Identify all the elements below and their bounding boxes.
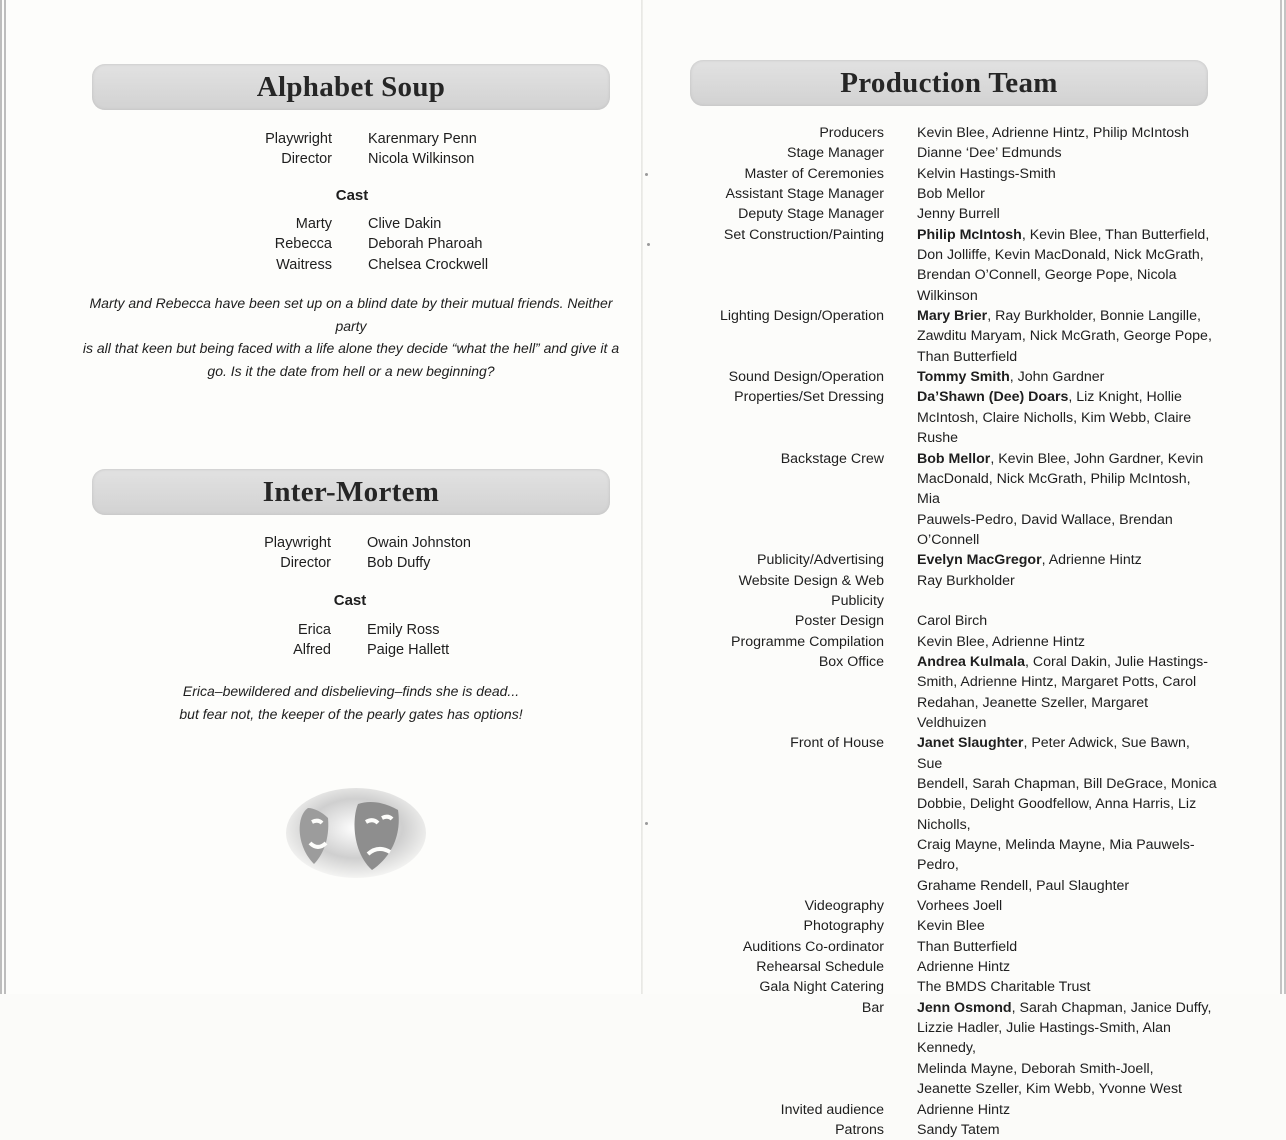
- production-names: [917, 571, 1217, 612]
- production-names: [917, 347, 1217, 367]
- production-role: Photography: [803, 918, 884, 935]
- credit-role: Director: [281, 151, 332, 168]
- production-names: [917, 245, 1217, 265]
- production-credit-row: [692, 387, 1217, 407]
- production-role: Videography: [804, 898, 884, 915]
- production-role: [692, 672, 884, 692]
- crew-names: Sandy Tatem: [917, 1121, 1000, 1138]
- crew-names: McIntosh, Claire Nicholls, Kim Webb, Claire Rushe: [917, 409, 1192, 447]
- production-names: [917, 896, 1217, 916]
- production-team-title: Production Team: [840, 66, 1058, 99]
- cast-actor: Emily Ross: [367, 622, 440, 638]
- production-names: [917, 632, 1217, 652]
- production-credit-row: [692, 408, 1217, 449]
- production-credit-row: [692, 652, 1217, 672]
- production-names: [917, 652, 1217, 672]
- production-names: [917, 876, 1217, 896]
- cast-row: [166, 640, 449, 660]
- department-head-name: Mary Brier: [917, 308, 988, 325]
- credit-role: Playwright: [264, 535, 331, 551]
- production-names: [917, 774, 1217, 794]
- left-page: [0, 0, 643, 994]
- credit-name: Karenmary Penn: [368, 131, 477, 147]
- crew-names: Kevin Blee: [917, 918, 985, 935]
- production-names: [917, 1100, 1217, 1120]
- cast-actor: Paige Hallett: [367, 642, 450, 659]
- inter-mortem-cast: [166, 620, 449, 661]
- credit-name: Owain Johnston: [367, 535, 471, 551]
- production-names: [917, 326, 1217, 346]
- crew-names: Kevin Blee, Adrienne Hintz, Philip McIntosh: [917, 125, 1190, 141]
- scan-speck: [647, 243, 650, 246]
- production-role: [692, 693, 884, 734]
- production-credit-row: [692, 306, 1217, 326]
- alphabet-soup-credits: [166, 129, 477, 170]
- inter-mortem-cast-heading: Cast: [333, 592, 367, 609]
- alphabet-soup-header: [92, 64, 610, 110]
- cast-row: [166, 620, 449, 640]
- crew-names: Ray Burkholder: [917, 572, 1015, 589]
- production-role: Bar: [861, 999, 884, 1016]
- production-role: Properties/Set Dressing: [734, 389, 884, 406]
- production-credit-row: [692, 896, 1217, 916]
- production-role: Publicity/Advertising: [757, 552, 884, 569]
- production-credit-row: [692, 611, 1217, 631]
- production-credit-row: [692, 672, 1217, 692]
- production-credit-row: [692, 1100, 1217, 1120]
- crew-names: Vorhees Joell: [917, 898, 1003, 915]
- cast-actor: Clive Dakin: [368, 216, 442, 232]
- synopsis-line: Marty and Rebecca have been set up on a blind date by their mutual friends. Neither party: [89, 295, 613, 334]
- production-credit-row: [692, 143, 1217, 163]
- production-role: [692, 774, 884, 794]
- production-credit-row: [692, 367, 1217, 387]
- production-role: Deputy Stage Manager: [738, 206, 884, 223]
- production-role: Programme Compilation: [731, 633, 884, 650]
- crew-names: Pauwels-Pedro, David Wallace, Brendan O’Connell: [917, 511, 1173, 548]
- production-credit-row: [692, 693, 1217, 734]
- production-names: [917, 469, 1217, 510]
- crew-names: Zawditu Maryam, Nick McGrath, George Pope,: [917, 328, 1212, 345]
- production-names: [917, 937, 1217, 957]
- production-credit-row: [692, 347, 1217, 367]
- production-role: Gala Night Catering: [759, 979, 884, 996]
- production-role: [692, 1018, 884, 1059]
- crew-names: Jenny Burrell: [917, 206, 1000, 223]
- cast-actor: Chelsea Crockwell: [368, 256, 489, 273]
- production-names: [917, 957, 1217, 977]
- production-credit-row: [692, 184, 1217, 204]
- production-credit-row: [692, 957, 1217, 977]
- credit-row: [166, 149, 477, 169]
- alphabet-soup-title: Alphabet Soup: [256, 70, 446, 103]
- crew-names: , Adrienne Hintz: [1041, 552, 1142, 569]
- theatre-masks-icon: [286, 788, 426, 878]
- production-role: Invited audience: [780, 1101, 884, 1118]
- production-names: [917, 184, 1217, 204]
- cast-row: [166, 255, 488, 275]
- production-names: [917, 449, 1217, 469]
- production-credit-row: [692, 1018, 1217, 1059]
- production-role: Box Office: [818, 653, 884, 670]
- cast-character: Erica: [297, 622, 331, 638]
- production-role: [692, 408, 884, 449]
- crew-names: , Kevin Blee, John Gardner, Kevin: [990, 450, 1204, 467]
- production-role: Front of House: [790, 735, 884, 752]
- department-head-name: Philip McIntosh: [917, 226, 1022, 243]
- alphabet-soup-synopsis: [76, 292, 626, 382]
- scan-speck: [645, 173, 648, 176]
- production-names: [917, 977, 1217, 997]
- production-credit-row: [692, 1059, 1217, 1079]
- production-names: [917, 611, 1217, 631]
- production-role: Stage Manager: [786, 145, 884, 162]
- synopsis-line: but fear not, the keeper of the pearly gates has options!: [179, 705, 523, 722]
- department-head-name: Da’Shawn (Dee) Doars: [917, 389, 1069, 406]
- production-credit-row: [692, 326, 1217, 346]
- crew-names: Adrienne Hintz: [917, 1101, 1011, 1118]
- crew-names: Grahame Rendell, Paul Slaughter: [917, 877, 1130, 894]
- production-names: [917, 1120, 1217, 1140]
- credit-name: Nicola Wilkinson: [368, 151, 475, 168]
- production-role: Sound Design/Operation: [728, 369, 884, 386]
- production-role: Backstage Crew: [780, 450, 884, 467]
- cast-row: [166, 214, 488, 234]
- production-names: [917, 835, 1217, 876]
- crew-names: , Ray Burkholder, Bonnie Langille,: [987, 308, 1201, 325]
- crew-names: Melinda Mayne, Deborah Smith-Joell,: [917, 1060, 1154, 1077]
- production-role: [692, 510, 884, 551]
- cast-character: Waitress: [276, 256, 332, 273]
- production-credit-row: [692, 245, 1217, 265]
- production-credit-row: [692, 204, 1217, 224]
- crew-names: , Sarah Chapman, Janice Duffy,: [1011, 999, 1212, 1016]
- production-credit-row: [692, 835, 1217, 876]
- credit-row: [166, 129, 477, 149]
- production-credit-row: [692, 977, 1217, 997]
- cast-character: Rebecca: [274, 236, 332, 253]
- production-role: Patrons: [835, 1121, 884, 1138]
- crew-names: Redahan, Jeanette Szeller, Margaret Veldhuizen: [917, 694, 1149, 731]
- production-credit-row: [692, 469, 1217, 510]
- production-credit-row: [692, 265, 1217, 306]
- production-names: [917, 204, 1217, 224]
- inter-mortem-synopsis: [126, 680, 576, 725]
- production-credit-row: [692, 510, 1217, 551]
- production-credit-row: [692, 733, 1217, 774]
- production-names: [917, 143, 1217, 163]
- inter-mortem-title: Inter-Mortem: [262, 475, 440, 508]
- credit-row: [166, 533, 471, 553]
- production-names: [917, 794, 1217, 835]
- production-names: [917, 510, 1217, 551]
- production-role: [692, 265, 884, 306]
- production-names: [917, 693, 1217, 734]
- crew-names: Adrienne Hintz: [917, 959, 1011, 976]
- production-names: [917, 672, 1217, 692]
- production-credit-row: [692, 876, 1217, 896]
- production-names: [917, 387, 1217, 407]
- production-names: [917, 733, 1217, 774]
- production-role: Set Construction/Painting: [723, 226, 884, 243]
- alphabet-soup-cast-heading: Cast: [335, 187, 369, 204]
- department-head-name: Janet Slaughter: [917, 735, 1024, 752]
- production-role: Rehearsal Schedule: [756, 959, 884, 976]
- production-role: Poster Design: [794, 613, 884, 630]
- credit-role: Playwright: [265, 131, 332, 147]
- crew-names: Craig Mayne, Melinda Mayne, Mia Pauwels-Pedro,: [917, 837, 1195, 874]
- crew-names: Than Butterfield: [917, 348, 1018, 365]
- production-role: Assistant Stage Manager: [725, 186, 884, 203]
- production-role: Lighting Design/Operation: [719, 308, 884, 325]
- production-names: [917, 164, 1217, 184]
- production-credit-row: [692, 571, 1217, 612]
- synopsis-line: Erica–bewildered and disbelieving–finds she is dead...: [182, 683, 520, 699]
- production-role: Producers: [819, 125, 884, 141]
- alphabet-soup-cast: [166, 214, 488, 275]
- crew-names: MacDonald, Nick McGrath, Philip McIntosh, Mia: [917, 470, 1191, 508]
- production-names: [917, 225, 1217, 245]
- credit-role: Director: [280, 555, 331, 572]
- production-credit-row: [692, 937, 1217, 957]
- crew-names: Dianne ‘Dee’ Edmunds: [917, 145, 1062, 162]
- crew-names: Bendell, Sarah Chapman, Bill DeGrace, Monica: [917, 776, 1217, 792]
- production-role: [692, 347, 884, 367]
- production-role: [692, 835, 884, 876]
- production-names: [917, 1059, 1217, 1079]
- production-credit-row: [692, 164, 1217, 184]
- crew-names: , Peter Adwick, Sue Bawn, Sue: [917, 735, 1190, 772]
- cast-actor: Deborah Pharoah: [368, 236, 483, 253]
- crew-names: Brendan O’Connell, George Pope, Nicola Wilkinson: [917, 267, 1177, 304]
- inter-mortem-header: [92, 469, 610, 515]
- inter-mortem-credits: [166, 533, 471, 574]
- production-credit-row: [692, 225, 1217, 245]
- department-head-name: Bob Mellor: [917, 450, 991, 467]
- crew-names: Than Butterfield: [917, 938, 1018, 955]
- scan-speck: [645, 822, 648, 825]
- production-credit-row: [692, 794, 1217, 835]
- crew-names: Kevin Blee, Adrienne Hintz: [917, 633, 1085, 650]
- credit-row: [166, 553, 471, 573]
- crew-names: Lizzie Hadler, Julie Hastings-Smith, Alan Kennedy,: [917, 1020, 1171, 1057]
- crew-names: Bob Mellor: [917, 186, 985, 203]
- production-team-credits: [692, 123, 1217, 1140]
- production-credit-row: [692, 632, 1217, 652]
- crew-names: Jeanette Szeller, Kim Webb, Yvonne West: [917, 1081, 1182, 1098]
- cast-character: Marty: [295, 216, 332, 232]
- production-credit-row: [692, 449, 1217, 469]
- crew-names: Carol Birch: [917, 613, 988, 630]
- production-role: [692, 1079, 884, 1099]
- department-head-name: Tommy Smith: [917, 369, 1010, 386]
- production-names: [917, 408, 1217, 449]
- production-credit-row: [692, 1120, 1217, 1140]
- cast-character: Alfred: [293, 642, 331, 659]
- production-credit-row: [692, 774, 1217, 794]
- production-names: [917, 1079, 1217, 1099]
- crew-names: Dobbie, Delight Goodfellow, Anna Harris, Liz Nicholls,: [917, 796, 1197, 833]
- production-names: [917, 916, 1217, 936]
- production-credit-row: [692, 916, 1217, 936]
- production-names: [917, 367, 1217, 387]
- production-names: [917, 123, 1217, 143]
- production-names: [917, 1018, 1217, 1059]
- production-role: [692, 794, 884, 835]
- crew-names: , John Gardner: [1009, 369, 1105, 386]
- production-role: [692, 326, 884, 346]
- department-head-name: Jenn Osmond: [917, 999, 1012, 1016]
- department-head-name: Evelyn MacGregor: [917, 552, 1042, 569]
- crew-names: Kelvin Hastings-Smith: [917, 165, 1056, 182]
- production-names: [917, 550, 1217, 570]
- production-role: Website Design & Web Publicity: [738, 572, 884, 609]
- production-role: [692, 1059, 884, 1079]
- production-role: Master of Ceremonies: [744, 165, 884, 182]
- production-names: [917, 306, 1217, 326]
- production-role: [692, 245, 884, 265]
- production-names: [917, 998, 1217, 1018]
- production-credit-row: [692, 550, 1217, 570]
- production-team-header: [690, 60, 1208, 106]
- crew-names: , Liz Knight, Hollie: [1068, 389, 1182, 406]
- crew-names: , Coral Dakin, Julie Hastings-: [1025, 653, 1208, 670]
- synopsis-line: is all that keen but being faced with a life alone they decide “what the hell” and give it a: [82, 340, 620, 356]
- production-credit-row: [692, 1079, 1217, 1099]
- production-names: [917, 265, 1217, 306]
- crew-names: , Kevin Blee, Than Butterfield,: [1021, 226, 1210, 243]
- crew-names: Don Jolliffe, Kevin MacDonald, Nick McGrath,: [917, 247, 1204, 264]
- production-credit-row: [692, 998, 1217, 1018]
- department-head-name: Andrea Kulmala: [917, 653, 1026, 670]
- production-role: [692, 469, 884, 510]
- synopsis-line: go. Is it the date from hell or a new beginning?: [207, 362, 495, 379]
- credit-name: Bob Duffy: [367, 555, 431, 572]
- production-role: Auditions Co-ordinator: [742, 938, 884, 955]
- production-role: [692, 876, 884, 896]
- crew-names: The BMDS Charitable Trust: [917, 979, 1091, 996]
- production-credit-row: [692, 123, 1217, 143]
- cast-row: [166, 234, 488, 254]
- crew-names: Smith, Adrienne Hintz, Margaret Potts, Carol: [917, 674, 1197, 691]
